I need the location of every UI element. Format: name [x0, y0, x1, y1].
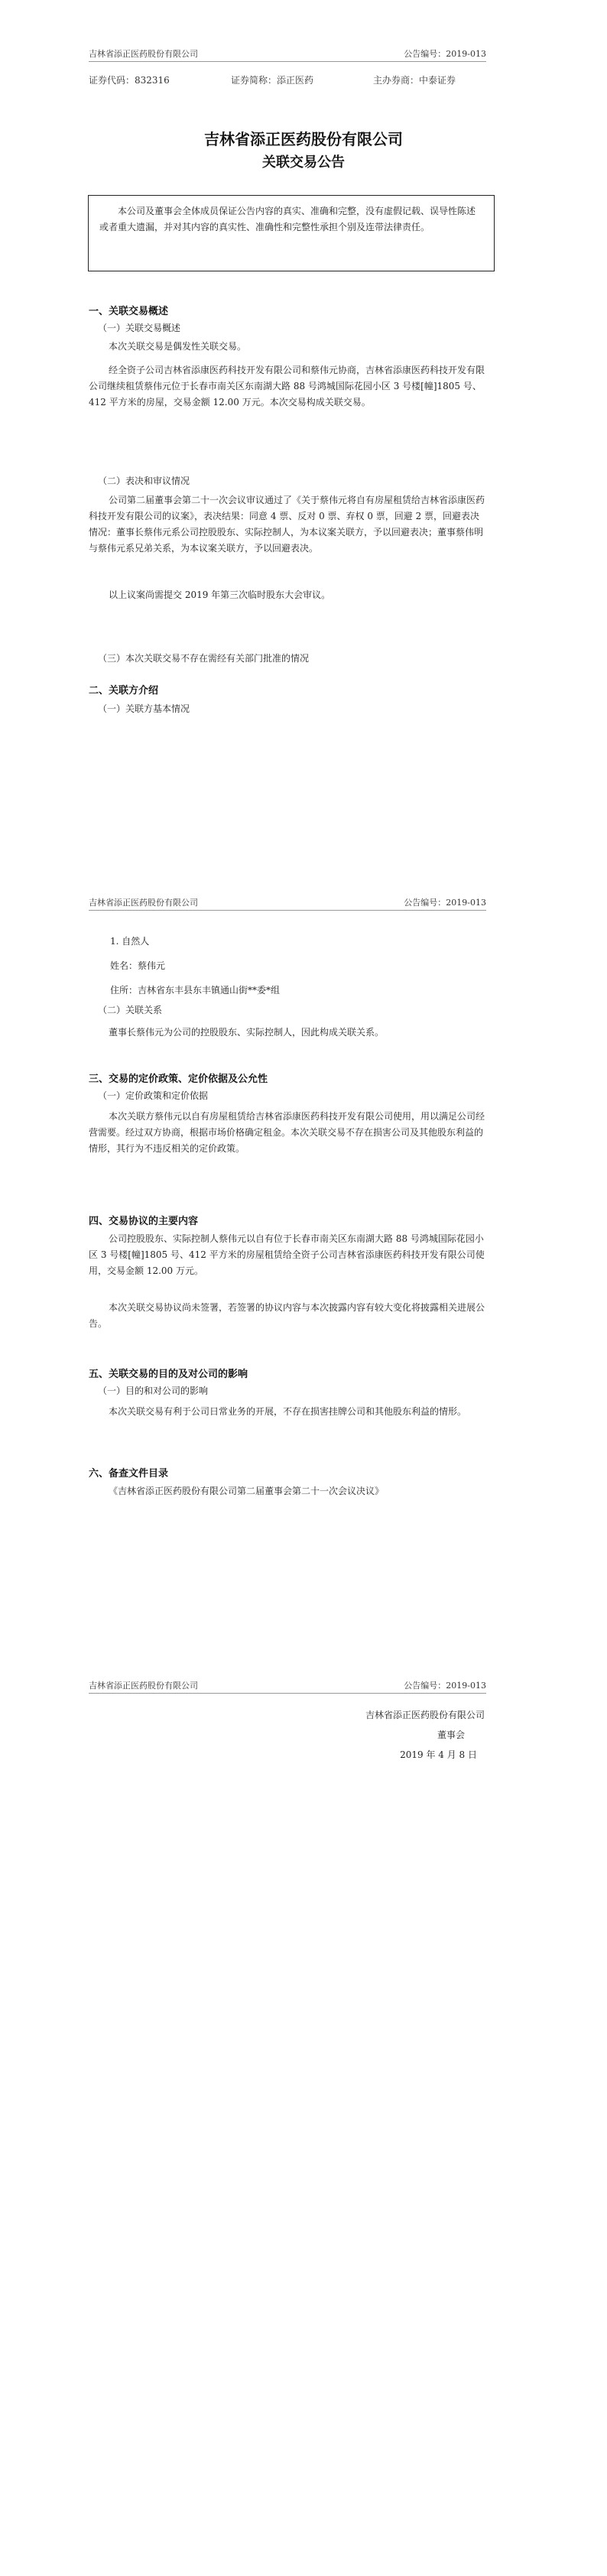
header-divider — [89, 61, 486, 62]
section-2-heading: 二、关联方介绍 — [89, 685, 159, 697]
section-1-para2: 经全资子公司吉林省添康医药科技开发有限公司和蔡伟元协商，吉林省添康医药科技开发有限公司继续租赁蔡伟元位于长春市南关区东南湖大路 88 号鸿城国际花园小区 3 号楼[幢]1805 号、412 平方米的房屋，交易金额 12.00 万元。本次交易构成关联交易。 — [89, 365, 485, 408]
reference-document: 《吉林省添正医药股份有限公司第二届董事会第二十一次会议决议》 — [109, 1486, 385, 1496]
section-1-sub2: （二）表决和审议情况 — [98, 476, 190, 486]
section-1-para4: 以上议案尚需提交 2019 年第三次临时股东大会审议。 — [109, 590, 331, 600]
header-divider — [89, 910, 486, 911]
title-document: 关联交易公告 — [262, 154, 345, 171]
signature-board: 董事会 — [437, 1730, 465, 1740]
section-4-para2: 本次关联交易协议尚未签署，若签署的协议内容与本次披露内容有较大变化将披露相关进展公告。 — [89, 1302, 485, 1329]
person-name: 姓名：蔡伟元 — [110, 960, 166, 971]
page-header — [89, 47, 486, 61]
page-header — [89, 896, 486, 910]
section-1-sub1: （一）关联交易概述 — [98, 323, 181, 333]
header-announcement-number: 公告编号：2019-013 — [404, 49, 486, 59]
stock-code: 证券代码：832316 — [89, 75, 170, 86]
signature-date: 2019 年 4 月 8 日 — [400, 1749, 477, 1760]
page-header — [89, 1679, 486, 1693]
header-company: 吉林省添正医药股份有限公司 — [89, 49, 198, 59]
section-6-heading: 六、备查文件目录 — [89, 1468, 169, 1480]
section-3-heading: 三、交易的定价政策、定价依据及公允性 — [89, 1074, 268, 1085]
relationship-text: 董事长蔡伟元为公司的控股股东、实际控制人，因此构成关联关系。 — [109, 1027, 385, 1038]
section-5-sub1: （一）目的和对公司的影响 — [98, 1385, 209, 1396]
section-5-heading: 五、关联交易的目的及对公司的影响 — [89, 1369, 248, 1380]
section-1-para3: 公司第二届董事会第二十一次会议审议通过了《关于蔡伟元将自有房屋租赁给吉林省添康医药科技开发有限公司的议案》，表决结果：同意 4 票、反对 0 票、弃权 0 票，回避 2 票，回避表决情况：董事长蔡伟元系公司控股股东、实际控制人，为本议案关联方，予以回避表决；董事蔡伟明与蔡伟元系兄弟关系，为本议案关联方，予以回避表决。 — [89, 495, 485, 554]
section-3-sub1: （一）定价政策和定价依据 — [98, 1090, 209, 1101]
title-company: 吉林省添正医药股份有限公司 — [204, 130, 403, 148]
signature-company: 吉林省添正医药股份有限公司 — [365, 1710, 485, 1720]
section-1-para1: 本次关联交易是偶发性关联交易。 — [109, 341, 247, 352]
header-divider — [89, 1693, 486, 1694]
header-announcement-number: 公告编号：2019-013 — [404, 898, 486, 908]
person-address: 住所：吉林省东丰县东丰镇通山街**委*组 — [110, 985, 281, 996]
stock-broker: 主办券商：中泰证券 — [373, 75, 456, 86]
header-announcement-number: 公告编号：2019-013 — [404, 1681, 486, 1691]
disclaimer-box: 本公司及董事会全体成员保证公告内容的真实、准确和完整，没有虚假记载、误导性陈述或者重大遗漏，并对其内容的真实性、准确性和完整性承担个别及连带法律责任。 — [88, 195, 495, 271]
section-3-para1: 本次关联方蔡伟元以自有房屋租赁给吉林省添康医药科技开发有限公司使用，用以满足公司经营需要。经过双方协商，根据市场价格确定租金。本次关联交易不存在损害公司及其他股东利益的情形，其行为不违反相关的定价政策。 — [89, 1111, 485, 1154]
section-4-heading: 四、交易协议的主要内容 — [89, 1216, 199, 1227]
section-2-sub2: （二）关联关系 — [98, 1005, 163, 1015]
section-4-para1: 公司控股股东、实际控制人蔡伟元以自有位于长春市南关区东南湖大路 88 号鸿城国际花园小区 3 号楼[幢]1805 号、412 平方米的房屋租赁给全资子公司吉林省添康医药科技开发有限公司使用，交易金额 12.00 万元。 — [89, 1233, 485, 1276]
section-5-para1: 本次关联交易有利于公司日常业务的开展，不存在损害挂牌公司和其他股东利益的情形。 — [109, 1406, 467, 1417]
section-2-sub1: （一）关联方基本情况 — [98, 703, 190, 714]
person-type: 1. 自然人 — [110, 936, 150, 947]
header-company: 吉林省添正医药股份有限公司 — [89, 898, 198, 908]
stock-short-name: 证券简称：添正医药 — [231, 75, 314, 86]
section-1-heading: 一、关联交易概述 — [89, 306, 169, 317]
header-company: 吉林省添正医药股份有限公司 — [89, 1681, 198, 1691]
section-1-sub3: （三）本次关联交易不存在需经有关部门批准的情况 — [98, 653, 310, 664]
